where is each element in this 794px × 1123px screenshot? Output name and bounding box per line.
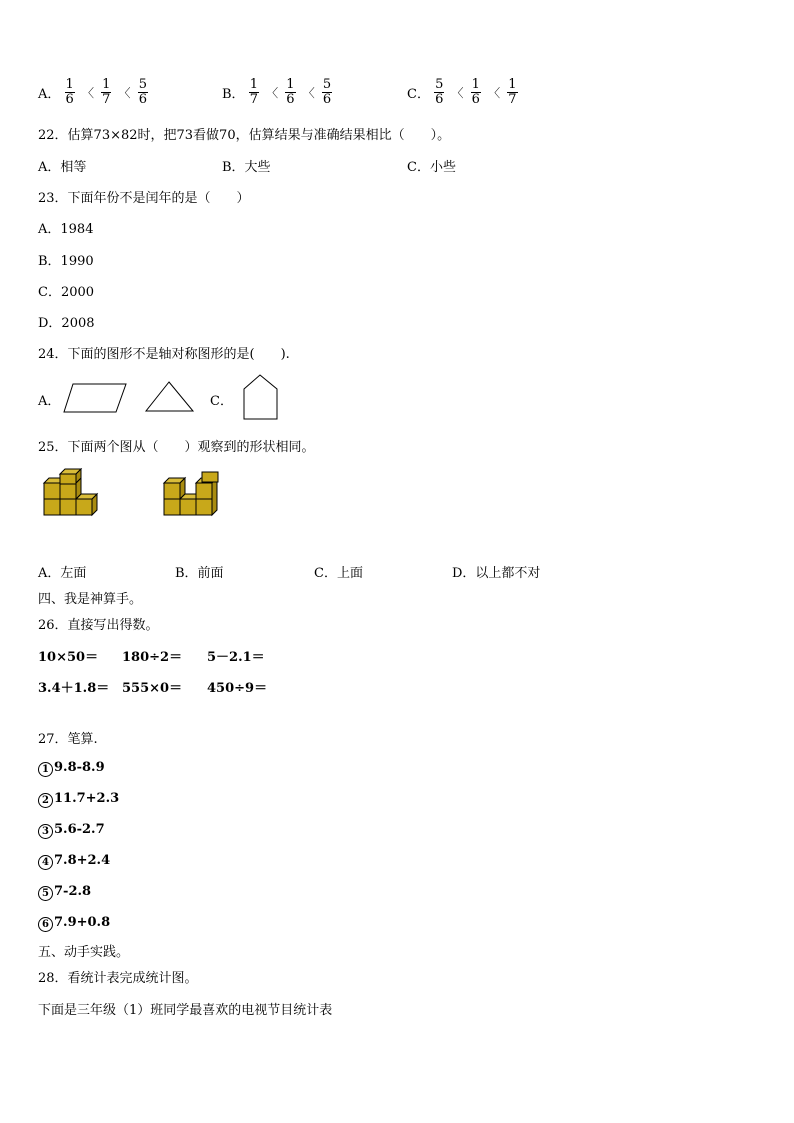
q27-stem: 27．笔算. [38,732,98,747]
circled-number: 4 [38,855,53,870]
q27-item: 4 7.8+2.4 [38,853,110,870]
q21-option-c[interactable] [407,78,518,107]
q22-option-c[interactable]: C．小些 [407,160,456,175]
fraction: $\frac{5}{6}$ [435,77,444,107]
fraction: $\frac{1}{6}$ [65,77,74,107]
q23-stem: 23．下面年份不是闰年的是（ ） [38,191,250,206]
q25-option-c[interactable]: C．上面 [314,566,363,581]
q25-option-a[interactable]: A．左面 [38,566,87,581]
fraction: $\frac{1}{6}$ [286,77,295,107]
q26-expr: 450÷9＝ [207,681,268,696]
q23-option-b[interactable]: B．1990 [38,254,94,269]
circled-number: 2 [38,793,53,808]
q27-item: 3 5.6-2.7 [38,822,105,839]
less-than-sign: 〈 [302,86,315,100]
q28-caption: 下面是三年级（1）班同学最喜欢的电视节目统计表 [38,1003,333,1018]
q21-b-label: B． [222,87,245,102]
q25-option-b[interactable]: B．前面 [175,566,224,581]
circled-number: 1 [38,762,53,777]
q27-item: 1 9.8-8.9 [38,760,105,777]
fraction: $\frac{1}{7}$ [508,77,517,107]
q27-item: 6 7.9+0.8 [38,915,110,932]
q22-option-a[interactable]: A．相等 [38,160,87,175]
q26-expr: 5－2.1＝ [207,650,265,665]
q22-option-b[interactable]: B．大些 [222,160,271,175]
cube-figure-left [42,468,104,518]
fraction: $\frac{5}{6}$ [138,77,147,107]
q23-option-a[interactable]: A．1984 [38,222,94,237]
q22-stem: 22．估算73×82时，把73看做70，估算结果与准确结果相比（ ）。 [38,128,451,143]
circled-number: 3 [38,824,53,839]
section-4-heading: 四、我是神算手。 [38,592,143,607]
q21-option-a[interactable] [38,78,148,107]
q23-option-d[interactable]: D．2008 [38,316,95,331]
q24-option-a-label[interactable]: A． [38,394,61,409]
less-than-sign: 〈 [118,86,131,100]
q25-stem: 25．下面两个图从（ ）观察到的形状相同。 [38,440,315,455]
q23-option-c[interactable]: C．2000 [38,285,95,300]
parallelogram-shape [62,382,128,414]
q26-stem: 26．直接写出得数。 [38,618,159,633]
circled-number: 6 [38,917,53,932]
less-than-sign: 〈 [488,86,501,100]
q26-expr: 180÷2＝ [122,650,183,665]
q27-item: 5 7-2.8 [38,884,91,901]
fraction: $\frac{1}{7}$ [249,77,258,107]
q26-expr: 10×50＝ [38,650,99,665]
q21-c-label: C． [407,87,430,102]
q26-expr: 555×0＝ [122,681,183,696]
q24-stem: 24．下面的图形不是轴对称图形的是( ). [38,347,290,362]
q25-option-d[interactable]: D．以上都不对 [452,566,541,581]
fraction: $\frac{1}{6}$ [471,77,480,107]
pentagon-house-shape [242,373,280,421]
fraction: $\frac{1}{7}$ [102,77,111,107]
less-than-sign: 〈 [81,86,94,100]
q26-expr: 3.4＋1.8＝ [38,681,110,696]
less-than-sign: 〈 [266,86,279,100]
q21-a-label: A． [38,87,61,102]
less-than-sign: 〈 [451,86,464,100]
q24-option-c-label[interactable]: C． [210,394,233,409]
triangle-shape [144,380,196,414]
fraction: $\frac{5}{6}$ [322,77,332,107]
q21-option-b[interactable] [222,78,332,107]
cube-figure-right [162,470,226,518]
circled-number: 5 [38,886,53,901]
section-5-heading: 五、动手实践。 [38,945,130,960]
q28-stem: 28．看统计表完成统计图。 [38,971,198,986]
q27-item: 2 11.7+2.3 [38,791,119,808]
